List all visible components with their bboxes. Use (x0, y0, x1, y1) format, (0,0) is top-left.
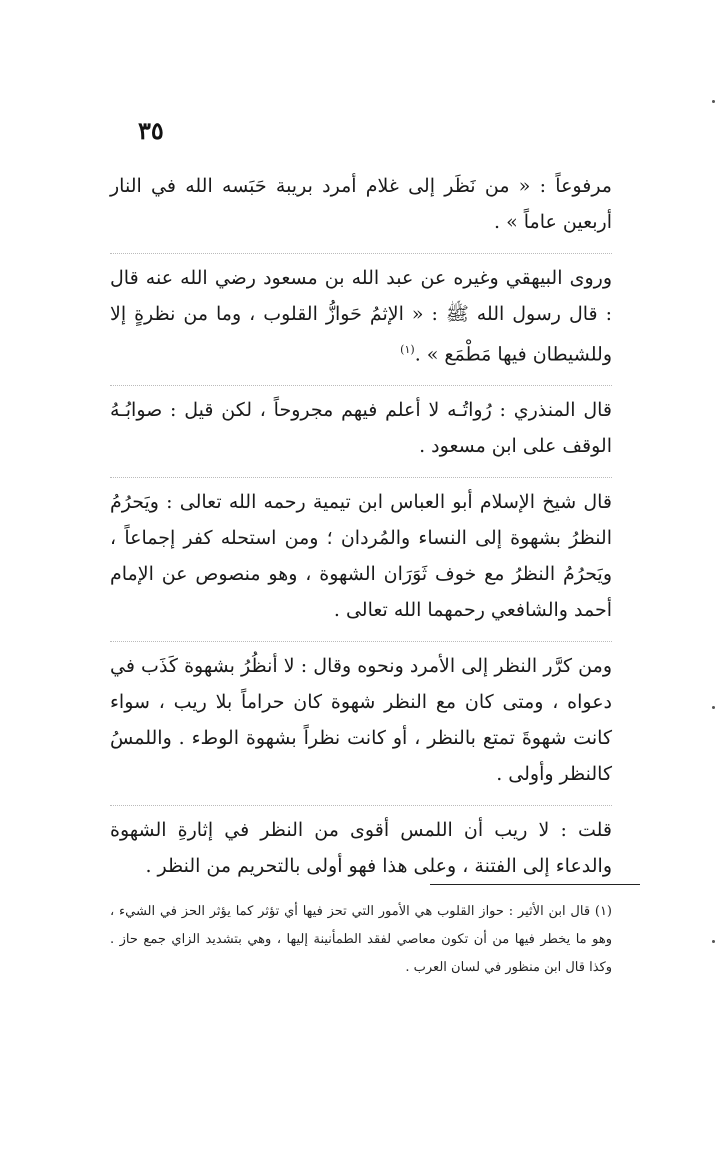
paragraph-author-note: قلت : لا ريب أن اللمس أقوى من النظر في إثارةِ الشهوة والدعاء إلى الفتنة ، وعلى هذا فهو أولى بالتحريم من النظر . (110, 805, 612, 891)
margin-speck (712, 706, 715, 709)
paragraph-mundhiri: قال المنذري : رُواتُـه لا أعلم فيهم مجروحاً ، لكن قيل : صوابُـهُ الوقف على ابن مسعود . (110, 385, 612, 471)
paragraph-bayhaqi (110, 253, 612, 379)
margin-speck (712, 100, 715, 103)
paragraph-repeated-gaze: ومن كرَّر النظر إلى الأمرد ونحوه وقال : لا أنظُرُ بشهوة كَذَب في دعواه ، ومتى كان مع النظر شهوة كان حراماً بلا ريب ، سواء كانت شهوةَ تمتع بالنظر ، أو كانت نظراً بشهوة الوطء . واللمسُ كالنظر وأولى . (110, 641, 612, 799)
page-number: ٣٥ (138, 116, 164, 145)
paragraph-ibn-taymiyya: قال شيخ الإسلام أبو العباس ابن تيمية رحمه الله تعالى : ويَحرُمُ النظرُ بشهوة إلى النساء والمُردان ؛ ومن استحله كفر إجماعاً ، ويَحرُمُ النظرُ مع خوف ثَوَرَان الشهوة ، وهو منصوص عن الإمام أحمد والشافعي رحمهما الله تعالى . (110, 477, 612, 635)
footnote: (١) قال ابن الأثير : حواز القلوب هي الأمور التي تحز فيها أي تؤثر كما يؤثر الحز في الشيء ، وهو ما يخطر فيها من أن تكون معاصي لفقد الطمأنينة إليها ، وهي بتشديد الزاي جمع حاز . وكذا قال ابن منظور في لسان العرب . (110, 904, 612, 975)
margin-speck (712, 940, 715, 943)
footnote-divider (430, 884, 640, 885)
main-text (110, 168, 612, 897)
paragraph-hadith-marfu: مرفوعاً : « من نَظَر إلى غلام أمرد بريبة حَبَسه الله في النار أربعين عاماً » . (110, 175, 612, 233)
footnote-reference: (١) (400, 343, 415, 356)
paragraph-bayhaqi-text: وروى البيهقي وغيره عن عبد الله بن مسعود رضي الله عنه قال : قال رسول الله ﷺ : « الإثمُ حَوازُّ القلوب ، وما من نظرةٍ إلا وللشيطان فيها مَطْمَع » . (110, 267, 612, 366)
